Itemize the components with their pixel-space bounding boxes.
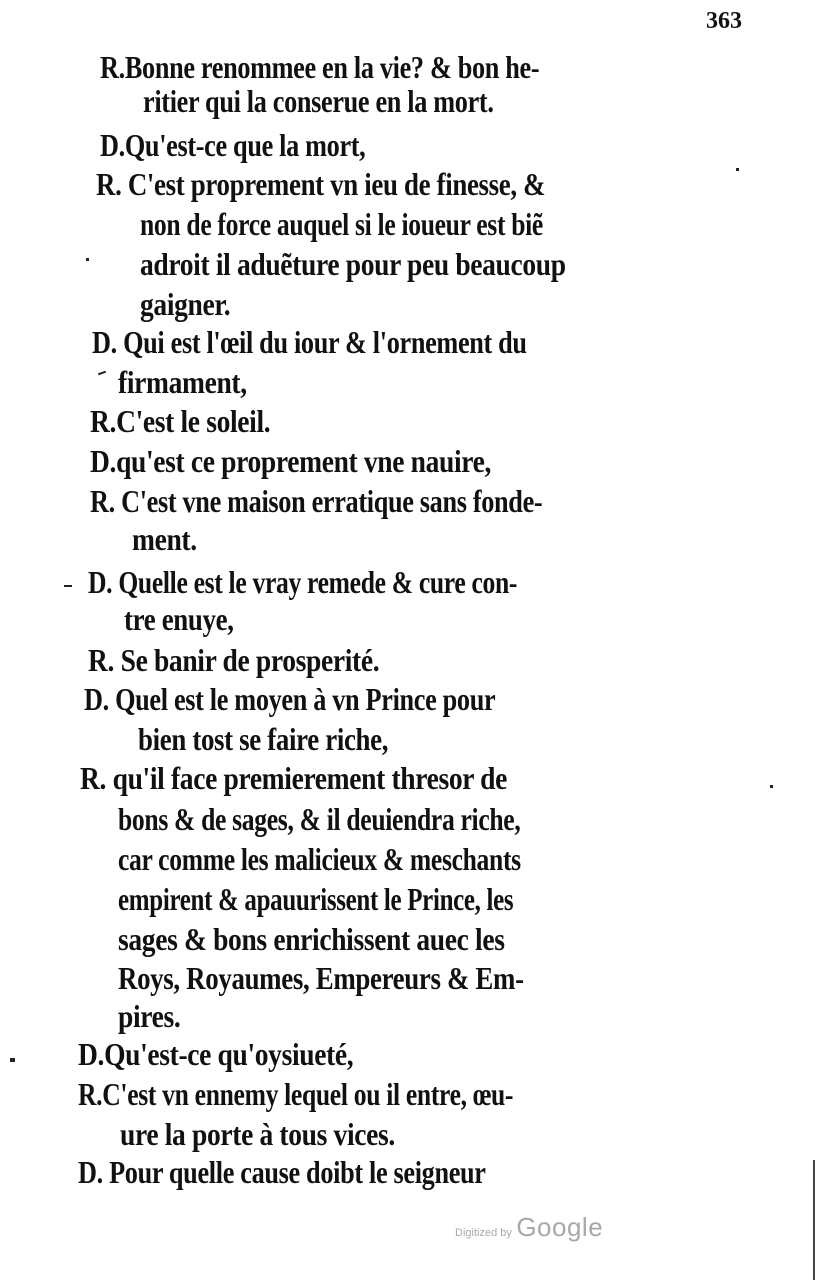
ink-speck bbox=[64, 585, 72, 587]
text-line: pires. bbox=[118, 998, 181, 1034]
text-line: R. C'est vne maison erratique sans fonde- bbox=[90, 483, 543, 519]
watermark bbox=[455, 1212, 603, 1243]
ink-speck bbox=[10, 1058, 15, 1062]
text-line: non de force auquel si le ioueur est biẽ bbox=[140, 206, 543, 242]
text-line: sages & bons enrichissent auec les bbox=[118, 921, 505, 957]
text-line: ure la porte à tous vices. bbox=[120, 1116, 395, 1152]
ink-speck bbox=[770, 785, 773, 788]
google-logo: Google bbox=[516, 1212, 604, 1242]
text-line: D. Qui est l'œil du iour & l'ornement du bbox=[92, 324, 527, 360]
text-line: R. qu'il face premierement thresor de bbox=[80, 760, 508, 796]
ink-speck bbox=[736, 168, 739, 171]
text-line: R. C'est proprement vn ieu de finesse, & bbox=[96, 166, 546, 202]
text-line: D.Qu'est-ce que la mort, bbox=[100, 127, 366, 163]
text-line: firmament, bbox=[118, 364, 247, 400]
text-line: tre enuye, bbox=[124, 601, 234, 637]
text-line: D. Pour quelle cause doibt le seigneur bbox=[78, 1154, 486, 1190]
ink-speck bbox=[86, 258, 89, 261]
text-line: ment. bbox=[132, 521, 197, 557]
text-line: R.C'est le soleil. bbox=[90, 403, 271, 439]
text-line: bons & de sages, & il deuiendra riche, bbox=[118, 801, 521, 837]
text-line: R.Bonne renommee en la vie? & bon he- bbox=[100, 49, 540, 85]
text-line: bien tost se faire riche, bbox=[138, 721, 389, 757]
page-number: 363 bbox=[706, 8, 742, 34]
text-line: empirent & apauurissent le Prince, les bbox=[118, 881, 514, 917]
text-line: R.C'est vn ennemy lequel ou il entre, œu- bbox=[78, 1076, 514, 1112]
text-line: D. Quelle est le vray remede & cure con- bbox=[88, 564, 518, 600]
text-line: Roys, Royaumes, Empereurs & Em- bbox=[118, 960, 524, 996]
ink-speck bbox=[98, 371, 106, 376]
text-line: adroit il aduẽture pour peu beaucoup bbox=[140, 246, 566, 282]
text-line: D. Quel est le moyen à vn Prince pour bbox=[84, 681, 496, 717]
text-line: car comme les malicieux & meschants bbox=[118, 841, 521, 877]
text-line: R. Se banir de prosperité. bbox=[88, 642, 380, 678]
watermark-prefix: Digitized by bbox=[455, 1227, 512, 1239]
text-line: ritier qui la conserue en la mort. bbox=[143, 83, 494, 119]
text-line: D.Qu'est-ce qu'oysiueté, bbox=[78, 1036, 354, 1072]
text-line: gaigner. bbox=[140, 286, 231, 322]
page-edge bbox=[813, 1160, 815, 1280]
text-line: D.qu'est ce proprement vne nauire, bbox=[90, 443, 492, 479]
